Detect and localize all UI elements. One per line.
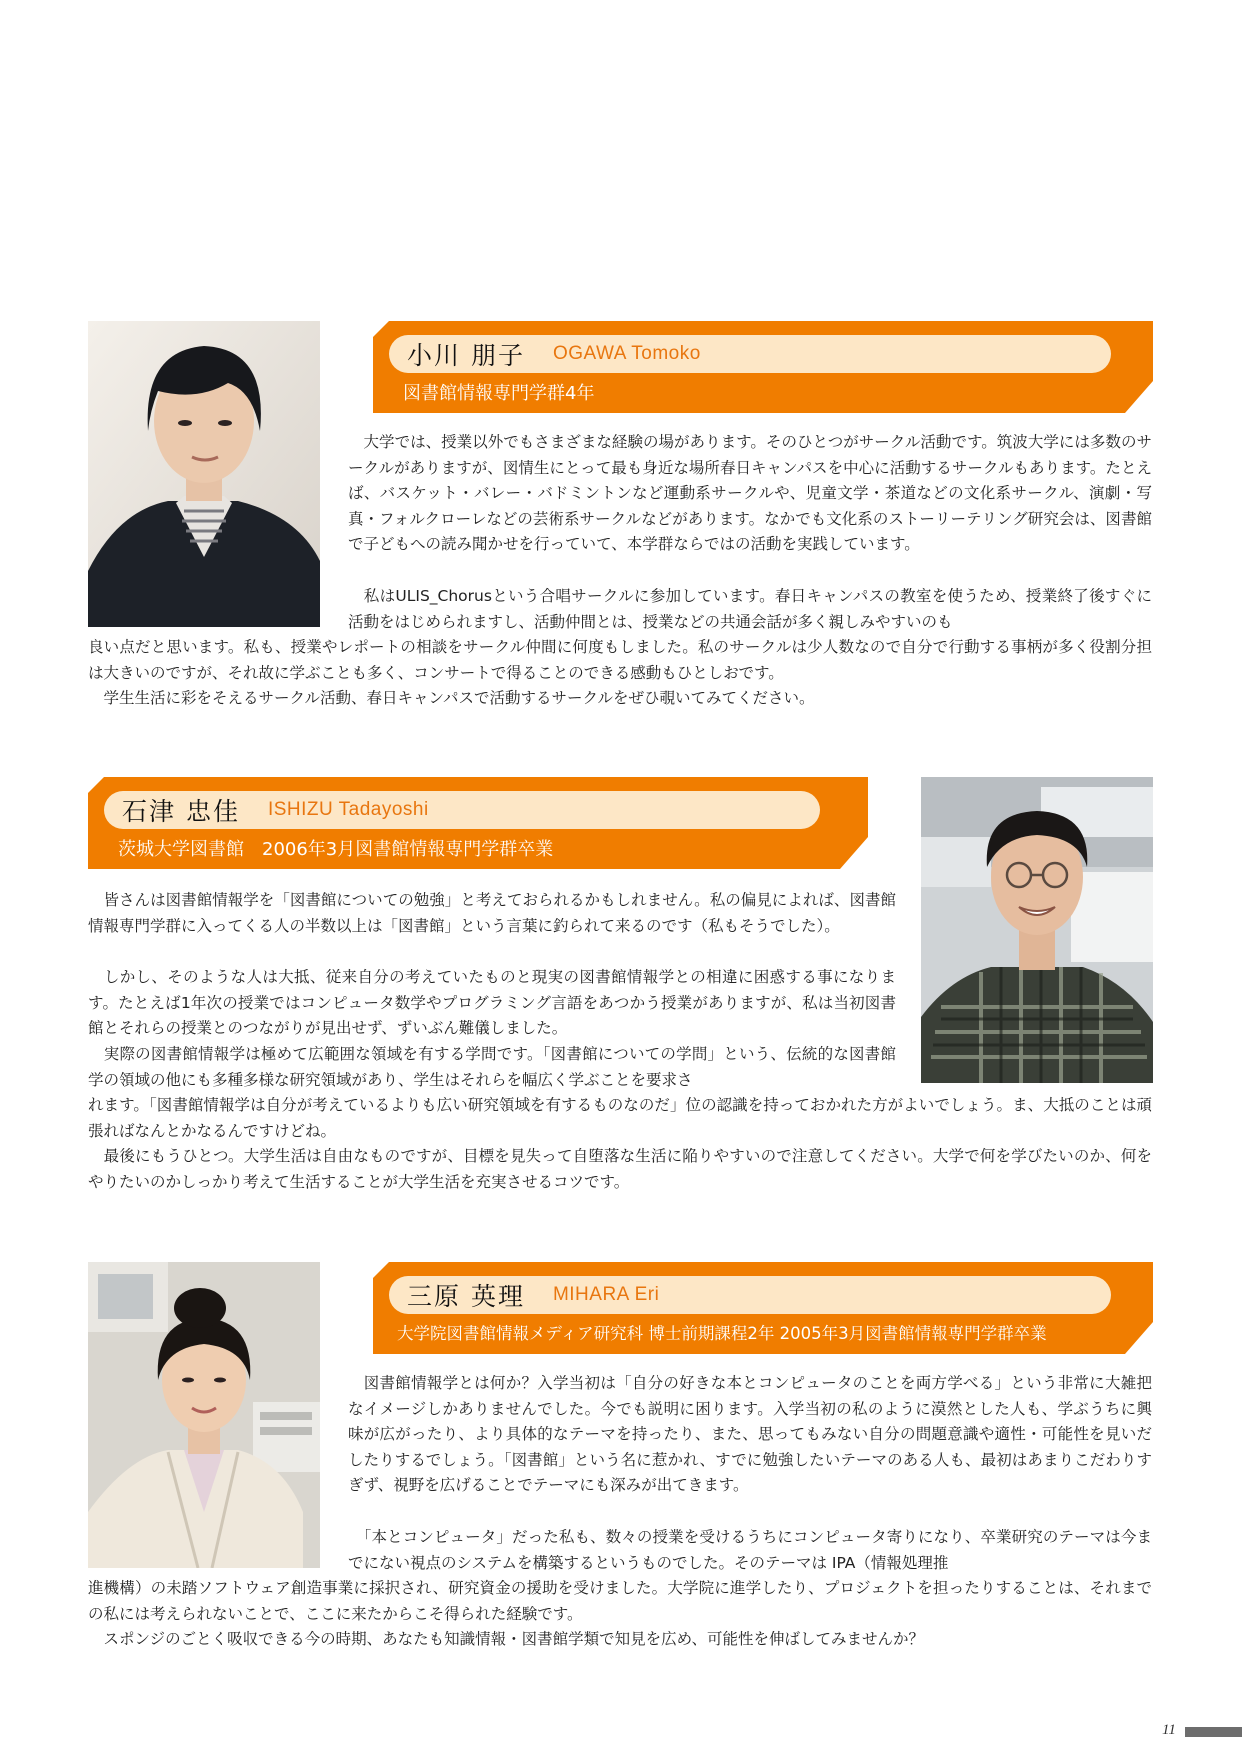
profile-paragraph: 進機構）の未踏ソフトウェア創造事業に採択され、研究資金の援助を受けました。大学院に進学したり、プロジェクトを担ったりすることは、それまでの私には考えられないことで、ここに来たからこそ得られた経験です。 (88, 1579, 1152, 1623)
profile-paragraph: 最後にもうひとつ。大学生活は自由なものですが、目標を見失って自堕落な生活に陥りやすいので注意してください。大学で何を学びたいのか、何をやりたいのかしっかり考えて生活することが大学生活を充実させるコツです。 (88, 1147, 1152, 1191)
portrait-photo-mihara (88, 1262, 320, 1568)
profile-banner-ishizu (88, 777, 868, 869)
affiliation: 大学院図書館情報メディア研究科 博士前期課程2年 2005年3月図書館情報専門学群卒業 (397, 1324, 1047, 1343)
profile-paragraph: れます。「図書館情報学は自分が考えているよりも広い研究領域を有するものなのだ」位の認識を持っておかれた方がよいでしょう。ま、大抵のことは頑張ればなんとかなるんですけどね。 (88, 1096, 1152, 1140)
name-japanese: 石津 忠佳 (122, 797, 240, 826)
name-japanese: 三原 英理 (407, 1282, 525, 1311)
profile-paragraph: スポンジのごとく吸収できる今の時期、あなたも知識情報・図書館学類で知見を広め、可能性を伸ばしてみませんか？ (88, 1630, 924, 1648)
affiliation: 図書館情報専門学群4年 (403, 383, 595, 404)
profile-paragraph: 私はULIS_Chorusという合唱サークルに参加しています。春日キャンパスの教室を使うため、授業終了後すぐに活動をはじめられますし、活動仲間とは、授業などの共通会話が多く親しみやすいのも (348, 587, 1152, 631)
profile-paragraph: 図書館情報学とは何か？入学当初は「自分の好きな本とコンピュータのことを両方学べる」という非常に大雑把なイメージしかありませんでした。今でも説明に困ります。入学当初の私のように漠然とした人も、学ぶうちに興味が広がったり、より具体的なテーマを持ったり、また、思ってもみない自分の問題意識や適性・可能性を見いだしたりするでしょう。「図書館」という名に惹かれ、すでに勉強したいテーマのある人も、最初はあまりこだわりすぎず、視野を広げることでテーマにも深みが出てきます。 (348, 1374, 1152, 1495)
profile-banner-mihara (373, 1262, 1153, 1354)
name-romanized: OGAWA Tomoko (552, 343, 701, 364)
page-number-bar (1185, 1727, 1242, 1737)
affiliation: 茨城大学図書館 2006年3月図書館情報専門学群卒業 (118, 839, 554, 860)
profile-paragraph: 皆さんは図書館情報学を「図書館についての勉強」と考えておられるかもしれません。私の偏見によれば、図書館情報専門学群に入ってくる人の半数以上は「図書館」という言葉に釣られて来るのです（私もそうでした）。 (88, 891, 896, 935)
profile-paragraph: 実際の図書館情報学は極めて広範囲な領域を有する学問です。「図書館についての学問」という、伝統的な図書館学の領域の他にも多種多様な研究領域があり、学生はそれらを幅広く学ぶことを要求さ (88, 1045, 896, 1089)
name-romanized: ISHIZU Tadayoshi (267, 799, 429, 820)
portrait-photo-ogawa (88, 321, 320, 627)
portrait-photo-ishizu (921, 777, 1153, 1083)
page-number: 11 (1162, 1722, 1176, 1738)
name-japanese: 小川 朋子 (407, 341, 525, 370)
profile-paragraph: 「本とコンピュータ」だった私も、数々の授業を受けるうちにコンピュータ寄りになり、卒業研究のテーマは今までにない視点のシステムを構築するというものでした。そのテーマは IPA（情報処理推 (348, 1528, 1152, 1572)
profile-paragraph: しかし、そのような人は大抵、従来自分の考えていたものと現実の図書館情報学との相違に困惑する事になります。たとえば1年次の授業ではコンピュータ数学やプログラミング言語をあつかう授業がありますが、私は当初図書館とそれらの授業とのつながりが見出せず、ずいぶん難儀しました。 (88, 968, 896, 1038)
profile-paragraph: 学生生活に彩をそえるサークル活動、春日キャンパスで活動するサークルをぜひ覗いてみてください。 (88, 689, 815, 707)
profile-paragraph: 良い点だと思います。私も、授業やレポートの相談をサークル仲間に何度もしました。私のサークルは少人数なので自分で行動する事柄が多く役割分担は大きいのですが、それ故に学ぶことも多く、コンサートで得ることのできる感動もひとしおです。 (88, 638, 1152, 682)
profile-paragraph: 大学では、授業以外でもさまざまな経験の場があります。そのひとつがサークル活動です。筑波大学には多数のサークルがありますが、図情生にとって最も身近な場所春日キャンパスを中心に活動するサークルもあります。たとえば、バスケット・バレー・バドミントンなど運動系サークルや、児童文学・茶道などの文化系サークル、演劇・写真・フォルクローレなどの芸術系サークルなどがあります。なかでも文化系のストーリーテリング研究会は、図書館で子どもへの読み聞かせを行っていて、本学群ならではの活動を実践しています。 (348, 433, 1152, 554)
profile-banner-ogawa (373, 321, 1153, 413)
name-romanized: MIHARA Eri (552, 1284, 660, 1305)
